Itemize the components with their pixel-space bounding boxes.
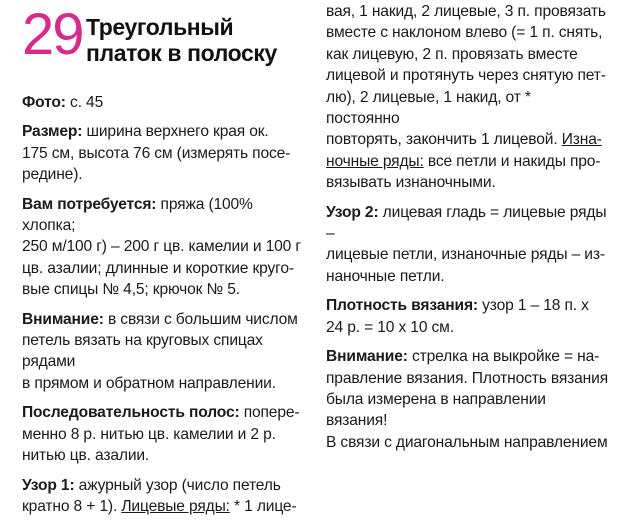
pattern-header — [22, 0, 304, 78]
gauge-text-1: узор 1 – 18 п. х — [477, 297, 589, 315]
attention2-text-2: правление вязания. Плотность вязания — [326, 369, 608, 387]
size-text-1: ширина верхнего края ок. — [82, 123, 269, 141]
pattern1-continued — [326, 1, 608, 194]
attention-text-1: в связи с большим числом — [103, 310, 298, 328]
pattern1-cont-7: все петли и накиды про- — [423, 152, 601, 170]
materials-section — [22, 194, 304, 301]
size-text-3: редине). — [22, 166, 83, 184]
stripe-sequence-text-1: попере- — [239, 404, 300, 422]
knit-rows-label: Лицевые ряды: — [121, 497, 230, 515]
pattern1-section — [22, 475, 304, 518]
attention-text-2: петель вязать на круговых спицах рядами — [22, 332, 263, 371]
attention-label: Внимание: — [22, 310, 104, 328]
purl-rows-label-2: ночные ряды: — [326, 152, 424, 170]
pattern1-label: Узор 1: — [22, 476, 75, 494]
pattern1-cont-5: лю), 2 лицевые, 1 накид, от * постоянно — [326, 88, 531, 128]
materials-text-4: вые спицы № 4,5; крючок № 5. — [22, 281, 240, 299]
gauge-section — [326, 295, 608, 338]
title-line-2: платок в полоску — [86, 40, 277, 66]
attention2-text-4: В связи с диагональным направлением — [326, 433, 608, 451]
purl-rows-label-1: Изна- — [561, 131, 602, 149]
photo-value: с. 45 — [65, 94, 104, 111]
pattern1-cont-6: повторять, закончить 1 лицевой. — [326, 131, 562, 149]
pattern1-text-1: ажурный узор (число петель — [74, 476, 281, 494]
attention-section — [22, 309, 304, 395]
materials-text-2: 250 м/100 г) – 200 г цв. камелии и 100 г — [22, 238, 301, 256]
pattern-number: 29 — [22, 2, 83, 67]
stripe-sequence-label: Последовательность полос: — [22, 404, 240, 422]
attention2-section — [326, 346, 608, 453]
pattern1-cont-1: вая, 1 накид, 2 лицевые, 3 п. провязать — [326, 3, 606, 20]
attention2-text-3: была измерена в направлении вязания! — [326, 390, 546, 430]
stripe-sequence-text-2: менно 8 р. нитью цв. камелии и 2 р. — [22, 425, 276, 443]
gauge-label: Плотность вязания: — [326, 297, 478, 315]
materials-text-3: цв. азалии; длинные и короткие круго- — [22, 259, 294, 277]
photo-section — [22, 92, 304, 113]
pattern1-cont-8: вязывать изнаночными. — [326, 174, 496, 192]
size-text-2: 175 см, высота 76 см (измерять посе- — [22, 144, 291, 162]
right-column — [326, 1, 608, 461]
attention-text-3: в прямом и обратном направлении. — [22, 374, 276, 392]
title-line-1: Треугольный — [86, 14, 234, 40]
gauge-text-2: 24 р. = 10 х 10 см. — [326, 318, 454, 336]
pattern1-text-2: кратно 8 + 1). — [22, 497, 122, 515]
stripe-sequence-section — [22, 402, 304, 466]
attention2-text-1: стрелка на выкройке = на- — [407, 348, 600, 366]
pattern1-cont-4: лицевой и протянуть через снятую пет- — [326, 67, 606, 85]
pattern1-cont-2: вместе с наклоном влево (= 1 п. снять, — [326, 24, 603, 42]
attention2-label: Внимание: — [326, 348, 408, 366]
pattern2-text-2: лицевые петли, изнаночные ряды – из- — [326, 246, 605, 264]
stripe-sequence-text-3: нитью цв. азалии. — [22, 447, 150, 465]
pattern-title — [86, 14, 277, 66]
pattern2-section — [326, 202, 608, 288]
photo-label: Фото: — [22, 94, 66, 111]
left-column — [22, 0, 304, 525]
pattern2-text-3: наночные петли. — [326, 267, 445, 285]
materials-text-1: пряжа (100% хлопка; — [22, 195, 253, 235]
size-section — [22, 121, 304, 185]
pattern1-cont-3: как лицевую, 2 п. провязать вместе — [326, 45, 578, 63]
pattern1-text-3: * 1 лице- — [229, 497, 297, 515]
size-label: Размер: — [22, 123, 83, 141]
pattern2-text-1: лицевая гладь = лицевые ряды – — [326, 203, 607, 243]
materials-label: Вам потребуется: — [22, 195, 157, 213]
pattern2-label: Узор 2: — [326, 203, 379, 221]
